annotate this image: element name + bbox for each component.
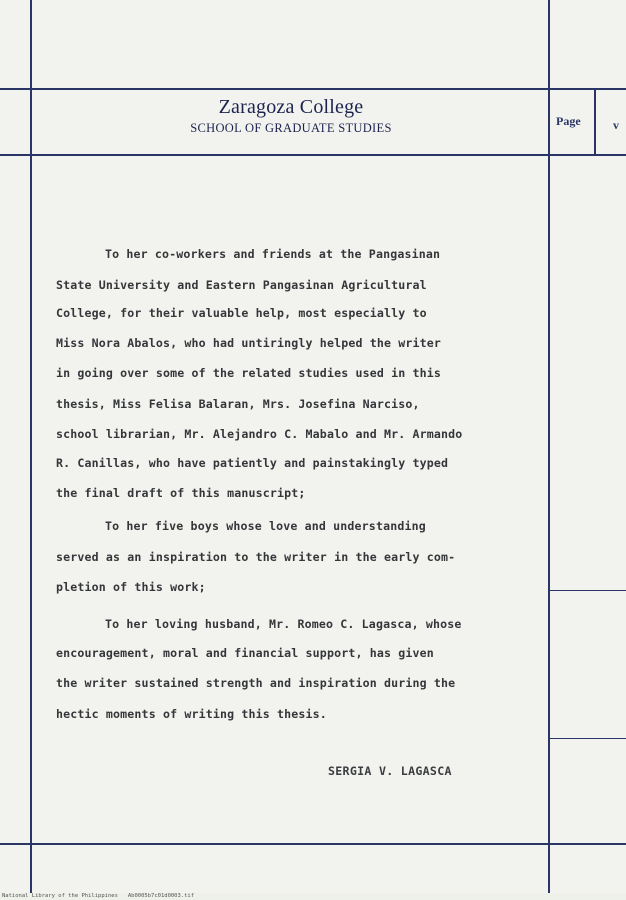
school-name: SCHOOL OF GRADUATE STUDIES [190, 121, 392, 135]
paragraph-line: the final draft of this manuscript; [56, 486, 306, 500]
footer-top-line [0, 843, 626, 845]
paragraph-line: served as an inspiration to the writer in the early com- [56, 550, 456, 564]
header-top-line [0, 88, 626, 90]
page-box-divider-line [594, 88, 596, 154]
header-bottom-line [0, 154, 626, 156]
right-column-tick-1 [550, 590, 626, 591]
paragraph-line: hectic moments of writing this thesis. [56, 707, 327, 721]
paragraph-line: To her five boys whose love and understanding [105, 519, 426, 533]
author-signature: SERGIA V. LAGASCA [328, 764, 452, 778]
paragraph-line: the writer sustained strength and inspiration during the [56, 676, 456, 690]
paragraph-line: To her co-workers and friends at the Pangasinan [105, 247, 441, 261]
paragraph-line: State University and Eastern Pangasinan Agricultural [56, 278, 427, 292]
paragraph-line: in going over some of the related studies used in this [56, 366, 442, 380]
page-number: v [613, 118, 619, 132]
paragraph-line: school librarian, Mr. Alejandro C. Mabalo and Mr. Armando [56, 427, 463, 441]
left-margin-line [30, 0, 32, 893]
paragraph-line: encouragement, moral and financial support, has given [56, 646, 434, 660]
right-column-tick-2 [550, 738, 626, 739]
letterhead [34, 96, 548, 136]
paragraph-line: To her loving husband, Mr. Romeo C. Lagasca, whose [105, 617, 462, 631]
college-name: Zaragoza College [218, 96, 364, 118]
paragraph-line: thesis, Miss Felisa Balaran, Mrs. Josefina Narciso, [56, 397, 420, 411]
paragraph-line: College, for their valuable help, most especially to [56, 306, 427, 320]
scan-footer: National Library of the Philippines Ab0005b7c01d0003.tif [2, 893, 195, 899]
page-label: Page [556, 114, 581, 128]
paragraph-line: pletion of this work; [56, 580, 206, 594]
paragraph-line: R. Canillas, who have patiently and painstakingly typed [56, 456, 449, 470]
paragraph-line: Miss Nora Abalos, who had untiringly helped the writer [56, 336, 442, 350]
right-margin-line [548, 0, 550, 893]
